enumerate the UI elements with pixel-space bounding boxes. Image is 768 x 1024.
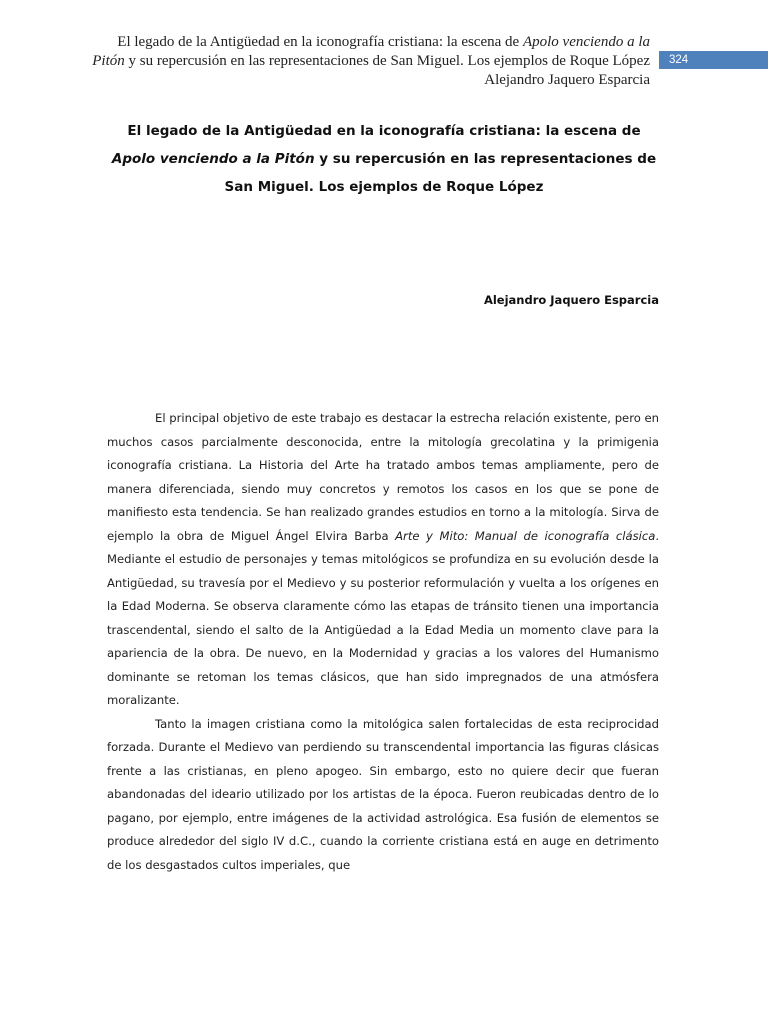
title-italic: Apolo venciendo a la Pitón (111, 151, 315, 167)
author-name: Alejandro Jaquero Esparcia (483, 293, 659, 307)
article-body (107, 407, 659, 877)
running-header-author: Alejandro Jaquero Esparcia (484, 72, 650, 88)
book-title: Arte y Mito: Manual de iconografía clásica (395, 528, 656, 543)
running-header-text: y su repercusión en las representaciones de San Miguel. Los ejemplos de Roque López (124, 53, 650, 69)
paragraph-text: El principal objetivo de este trabajo es destacar la estrecha relación existente, pero en muchos casos parcialmente desconocida, entre la mitología grecolatina y la primigenia iconografía cristiana. La Historia del Arte ha tratado ambos temas ampliamente, pero de manera diferenciada, siendo muy concretos y remotos los casos en los que se pone de manifiesto esta tendencia. Se han realizado grandes estudios en torno a la mitología. Sirva de ejemplo la obra de Miguel Ángel Elvira Barba (107, 411, 659, 543)
title-line: y su repercusión en las representaciones de (314, 151, 657, 167)
running-header-italic: Apolo venciendo a la (522, 34, 650, 50)
article-title (100, 117, 668, 201)
page-number-badge: 324 (659, 51, 768, 69)
title-line: El legado de la Antigüedad en la iconografía cristiana: la escena de (127, 123, 641, 139)
title-line: San Miguel. Los ejemplos de Roque López (224, 179, 544, 195)
running-header (60, 33, 650, 90)
body-paragraph: Tanto la imagen cristiana como la mitológica salen fortalecidas de esta reciprocidad forzada. Durante el Medievo van perdiendo su transcendental importancia las figuras clásicas frente a las cristianas, en pleno apogeo. Sin embargo, esto no quiere decir que fueran abandonadas del ideario utilizado por los artistas de la época. Fueron reubicadas dentro de lo pagano, por ejemplo, entre imágenes de la actividad astrológica. Esa fusión de elementos se produce alrededor del siglo IV d.C., cuando la corriente cristiana está en auge en detrimento de los desgastados cultos imperiales, que (107, 716, 659, 872)
running-header-italic: Pitón (92, 53, 125, 69)
paragraph-text: . Mediante el estudio de personajes y temas mitológicos se profundiza en su evolución desde la Antigüedad, su travesía por el Medievo y su posterior reformulación y vuelta a los orígenes en la Edad Moderna. Se observa claramente cómo las etapas de tránsito tienen una importancia trascendental, siendo el salto de la Antigüedad a la Edad Media un momento clave para la apariencia de la obra. De nuevo, en la Modernidad y gracias a los valores del Humanismo dominante se retoman los temas clásicos, que han sido impregnados de una atmósfera moralizante. (107, 528, 659, 707)
body-paragraph (107, 407, 659, 713)
running-header-text: El legado de la Antigüedad en la iconografía cristiana: la escena de (117, 34, 523, 50)
